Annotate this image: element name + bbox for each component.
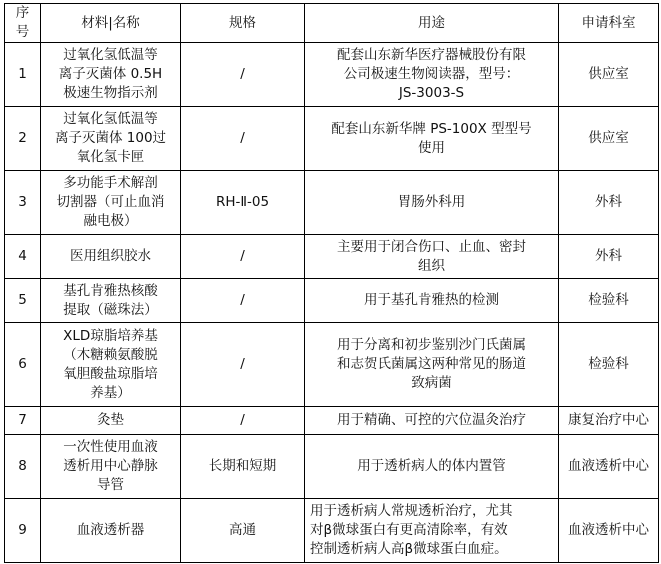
table-row xyxy=(5,171,659,235)
table-row xyxy=(5,235,659,279)
cell-no: 2 xyxy=(5,107,41,171)
table-row xyxy=(5,107,659,171)
table-row xyxy=(5,407,659,435)
cell-no: 6 xyxy=(5,323,41,407)
header-dept: 申请科室 xyxy=(559,4,659,43)
cell-spec: 高通 xyxy=(181,499,305,563)
cell-no: 8 xyxy=(5,435,41,499)
cell-use: 配套山东新华医疗器械股份有限 公司极速生物阅读器，型号： JS-3003-S xyxy=(305,43,559,107)
cell-dept: 血液透析中心 xyxy=(559,435,659,499)
cell-dept: 外科 xyxy=(559,235,659,279)
cell-use: 胃肠外科用 xyxy=(305,171,559,235)
cell-no: 1 xyxy=(5,43,41,107)
cell-dept: 检验科 xyxy=(559,323,659,407)
table-row xyxy=(5,279,659,323)
cell-use: 用于基孔肯雅热的检测 xyxy=(305,279,559,323)
cell-dept: 外科 xyxy=(559,171,659,235)
cell-spec: / xyxy=(181,235,305,279)
cell-spec: / xyxy=(181,323,305,407)
header-no: 序 号 xyxy=(5,4,41,43)
cell-use: 用于精确、可控的穴位温灸治疗 xyxy=(305,407,559,435)
header-spec: 规格 xyxy=(181,4,305,43)
cell-no: 5 xyxy=(5,279,41,323)
cell-spec: / xyxy=(181,279,305,323)
cell-dept: 供应室 xyxy=(559,43,659,107)
cell-spec: / xyxy=(181,107,305,171)
cell-use: 主要用于闭合伤口、止血、密封 组织 xyxy=(305,235,559,279)
cell-use: 配套山东新华牌 PS-100X 型型号 使用 xyxy=(305,107,559,171)
cell-use: 用于透析病人常规透析治疗，尤其 对β微球蛋白有更高清除率，有效 控制透析病人高β微球蛋白血症。 xyxy=(305,499,559,563)
cell-spec: / xyxy=(181,43,305,107)
cell-no: 3 xyxy=(5,171,41,235)
cell-dept: 血液透析中心 xyxy=(559,499,659,563)
table-row xyxy=(5,499,659,563)
cell-spec: / xyxy=(181,407,305,435)
cell-name: 一次性使用血液 透析用中心静脉 导管 xyxy=(41,435,181,499)
cell-no: 9 xyxy=(5,499,41,563)
cell-dept: 康复治疗中心 xyxy=(559,407,659,435)
cell-name: 基孔肯雅热核酸 提取（磁珠法） xyxy=(41,279,181,323)
cell-no: 7 xyxy=(5,407,41,435)
header-row xyxy=(5,4,659,43)
cell-use: 用于分离和初步鉴别沙门氏菌属 和志贺氏菌属这两种常见的肠道 致病菌 xyxy=(305,323,559,407)
cell-name: 血液透析器 xyxy=(41,499,181,563)
cell-name: XLD琼脂培养基 （木糖赖氨酸脱 氧胆酸盐琼脂培 养基） xyxy=(41,323,181,407)
cell-dept: 供应室 xyxy=(559,107,659,171)
table-row xyxy=(5,435,659,499)
table-row xyxy=(5,323,659,407)
header-name: 材料|名称 xyxy=(41,4,181,43)
cell-name: 灸垫 xyxy=(41,407,181,435)
cell-spec: RH-Ⅱ-05 xyxy=(181,171,305,235)
cell-no: 4 xyxy=(5,235,41,279)
cell-dept: 检验科 xyxy=(559,279,659,323)
cell-use: 用于透析病人的体内置管 xyxy=(305,435,559,499)
materials-table xyxy=(4,3,659,563)
cell-name: 过氧化氢低温等 离子灭菌体 0.5H 极速生物指示剂 xyxy=(41,43,181,107)
cell-name: 过氧化氢低温等 离子灭菌体 100过 氧化氢卡匣 xyxy=(41,107,181,171)
cell-name: 医用组织胶水 xyxy=(41,235,181,279)
header-use: 用途 xyxy=(305,4,559,43)
table-row xyxy=(5,43,659,107)
cell-name: 多功能手术解剖 切割器（可止血消 融电极） xyxy=(41,171,181,235)
cell-spec: 长期和短期 xyxy=(181,435,305,499)
